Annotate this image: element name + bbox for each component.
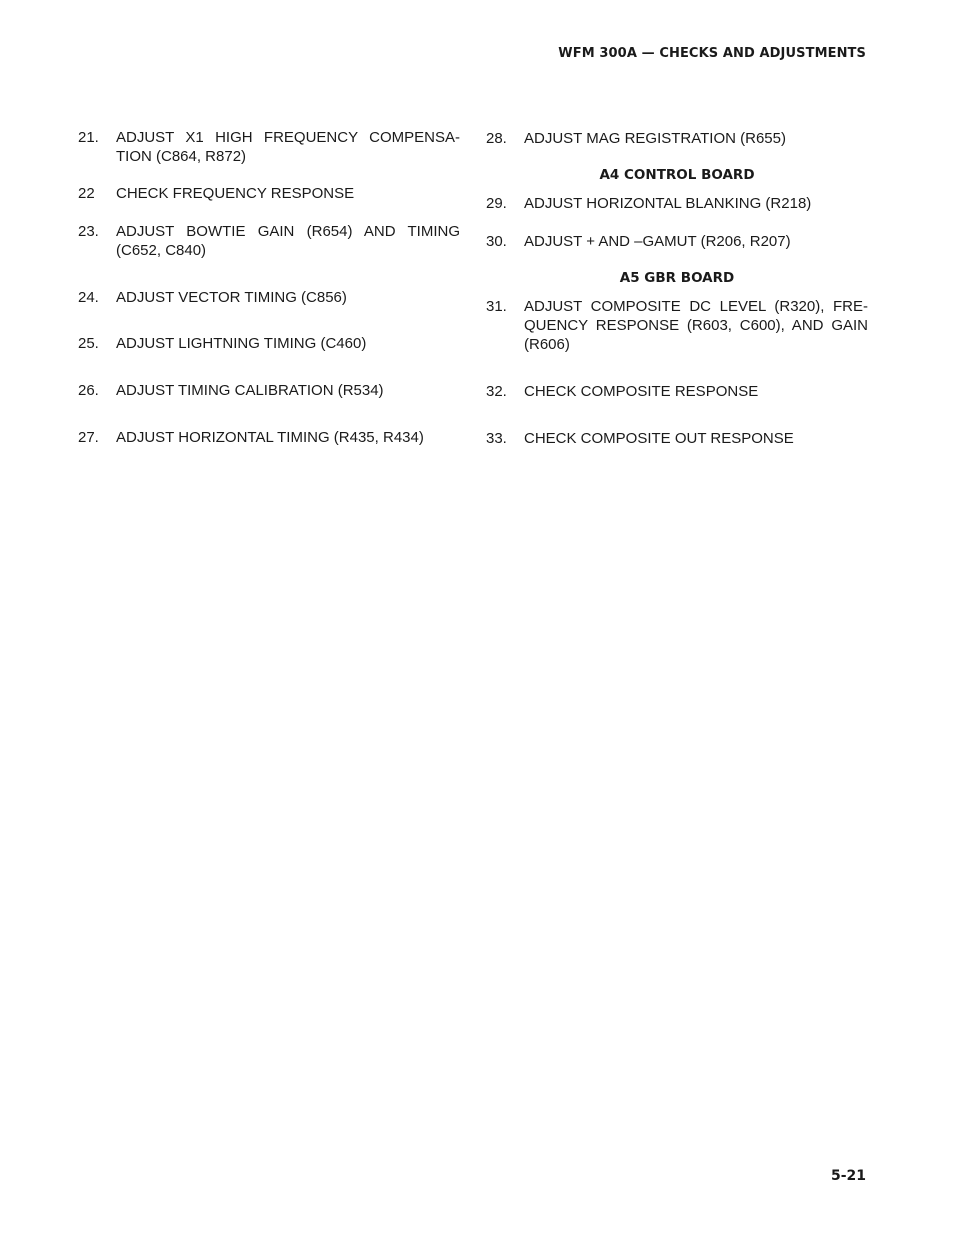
item-text: ADJUST X1 HIGH FREQUENCY COMPENSA-TION (C864, R872) [116,129,460,165]
item-number: 29. [486,195,507,212]
list-item [78,334,460,353]
item-number: 28. [486,130,507,147]
list-item [486,382,868,401]
list-item [486,232,868,251]
list-item [78,222,460,260]
item-text: ADJUST HORIZONTAL TIMING (R435, R434) [116,429,424,446]
item-number: 23. [78,223,99,240]
item-number: 24. [78,289,99,306]
item-number: 26. [78,382,99,399]
item-number: 33. [486,430,507,447]
item-number: 31. [486,298,507,315]
item-number: 27. [78,429,99,446]
item-text: CHECK COMPOSITE RESPONSE [524,383,759,400]
item-number: 30. [486,233,507,250]
item-number: 21. [78,129,99,146]
list-item [486,129,868,148]
list-item [486,194,868,213]
page-number: 5-21 [830,1168,866,1184]
list-item [78,184,460,203]
item-number: 32. [486,383,507,400]
list-item [78,428,460,447]
item-text: ADJUST LIGHTNING TIMING (C460) [116,335,367,352]
list-item [486,297,868,354]
item-number: 25. [78,335,99,352]
list-item [78,128,460,166]
item-text: ADJUST TIMING CALIBRATION (R534) [116,382,384,399]
item-text: CHECK COMPOSITE OUT RESPONSE [524,430,794,447]
item-text: CHECK FREQUENCY RESPONSE [116,185,355,202]
list-item [78,288,460,307]
item-text: ADJUST COMPOSITE DC LEVEL (R320), FRE-QUENCY RESPONSE (R603, C600), AND GAIN (R606) [524,298,868,353]
list-item [78,381,460,400]
item-number: 22 [78,185,95,202]
list-item [486,429,868,448]
item-text: ADJUST VECTOR TIMING (C856) [116,289,347,306]
item-text: ADJUST HORIZONTAL BLANKING (R218) [524,195,812,212]
item-text: ADJUST + AND –GAMUT (R206, R207) [524,233,791,250]
item-text: ADJUST MAG REGISTRATION (R655) [524,130,786,147]
item-text: ADJUST BOWTIE GAIN (R654) AND TIMING (C652, C840) [116,223,460,259]
running-header: WFM 300A — CHECKS AND ADJUSTMENTS [558,46,866,61]
section-heading: A4 CONTROL BOARD [599,167,755,183]
section-heading: A5 GBR BOARD [619,270,735,286]
